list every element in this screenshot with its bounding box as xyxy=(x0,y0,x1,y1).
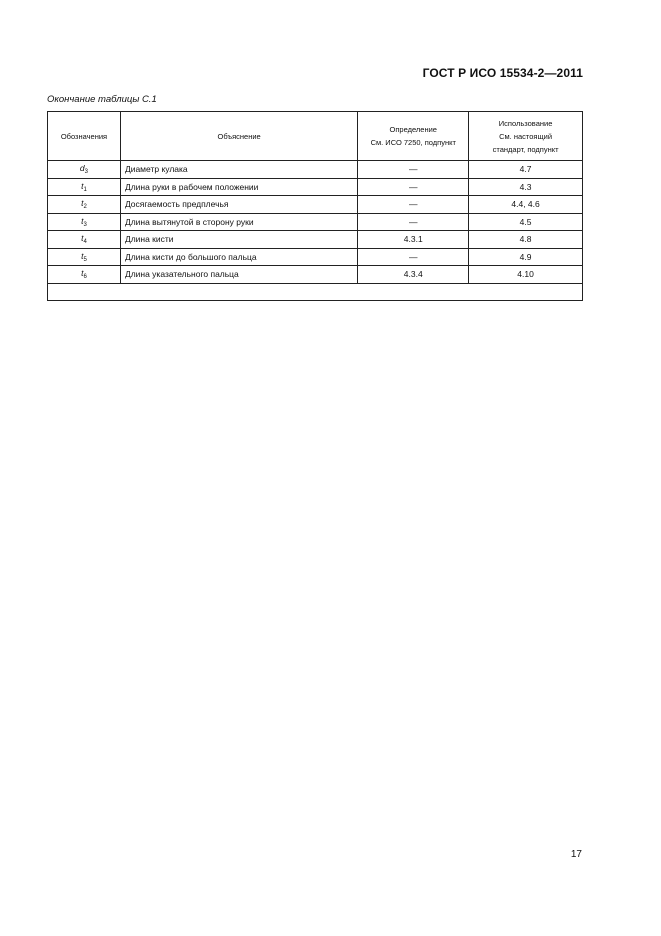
cell-symbol xyxy=(48,161,121,179)
symbol-subscript: 6 xyxy=(83,274,87,281)
symbol-subscript: 5 xyxy=(83,256,87,263)
cell-usage: 4.7 xyxy=(469,161,583,179)
table-row xyxy=(48,196,583,214)
cell-symbol xyxy=(48,213,121,231)
document-header: ГОСТ Р ИСО 15534-2—2011 xyxy=(422,66,583,80)
cell-definition: — xyxy=(358,178,469,196)
table-row xyxy=(48,266,583,284)
cell-explanation: Длина руки в рабочем положении xyxy=(120,178,357,196)
cell-explanation: Длина указательного пальца xyxy=(120,266,357,284)
column-header-usage xyxy=(469,112,583,161)
column-header-definition-line2: См. ИСО 7250, подпункт xyxy=(370,138,456,147)
cell-explanation: Досягаемость предплечья xyxy=(120,196,357,214)
table-blank-row xyxy=(48,283,583,300)
data-table xyxy=(47,111,583,301)
cell-usage: 4.3 xyxy=(469,178,583,196)
cell-definition: 4.3.4 xyxy=(358,266,469,284)
column-header-definition xyxy=(358,112,469,161)
symbol-letter: t xyxy=(81,250,84,261)
cell-usage: 4.10 xyxy=(469,266,583,284)
table-row xyxy=(48,161,583,179)
cell-symbol xyxy=(48,178,121,196)
symbol-subscript: 3 xyxy=(83,221,87,228)
column-header-explanation-label: Объяснение xyxy=(217,131,261,141)
column-header-explanation xyxy=(120,112,357,161)
table-row xyxy=(48,248,583,266)
column-header-symbol-label: Обозначения xyxy=(60,131,108,141)
symbol-letter: t xyxy=(81,268,84,279)
cell-explanation: Диаметр кулака xyxy=(120,161,357,179)
symbol-letter: t xyxy=(81,180,84,191)
cell-definition: — xyxy=(358,248,469,266)
cell-definition: — xyxy=(358,213,469,231)
symbol-letter: d xyxy=(79,163,85,174)
table-row xyxy=(48,231,583,249)
table-row xyxy=(48,213,583,231)
cell-usage: 4.4, 4.6 xyxy=(469,196,583,214)
column-header-definition-line1: Определение xyxy=(389,125,437,134)
cell-definition: — xyxy=(358,161,469,179)
symbol-letter: t xyxy=(81,215,84,226)
cell-definition: — xyxy=(358,196,469,214)
table-row xyxy=(48,178,583,196)
symbol-subscript: 3 xyxy=(84,169,88,176)
symbol-letter: t xyxy=(81,198,84,209)
cell-usage: 4.8 xyxy=(469,231,583,249)
cell-symbol xyxy=(48,266,121,284)
cell-definition: 4.3.1 xyxy=(358,231,469,249)
cell-explanation: Длина вытянутой в сторону руки xyxy=(120,213,357,231)
cell-symbol xyxy=(48,248,121,266)
cell-usage: 4.9 xyxy=(469,248,583,266)
column-header-usage-line2: См. настоящий xyxy=(499,131,553,141)
symbol-subscript: 1 xyxy=(83,186,87,193)
blank-cell xyxy=(48,283,583,300)
column-header-symbol xyxy=(48,112,121,161)
cell-explanation: Длина кисти до большого пальца xyxy=(120,248,357,266)
symbol-letter: t xyxy=(81,233,84,244)
table-caption: Окончание таблицы С.1 xyxy=(47,94,157,105)
column-header-usage-line3: стандарт, подпункт xyxy=(492,144,559,154)
page-number: 17 xyxy=(570,849,582,860)
cell-symbol xyxy=(48,231,121,249)
symbol-subscript: 4 xyxy=(83,239,87,246)
column-header-usage-line1: Использование xyxy=(498,118,553,128)
table-header-row xyxy=(48,112,583,161)
cell-usage: 4.5 xyxy=(469,213,583,231)
symbol-subscript: 2 xyxy=(83,204,87,211)
cell-symbol xyxy=(48,196,121,214)
cell-explanation: Длина кисти xyxy=(120,231,357,249)
